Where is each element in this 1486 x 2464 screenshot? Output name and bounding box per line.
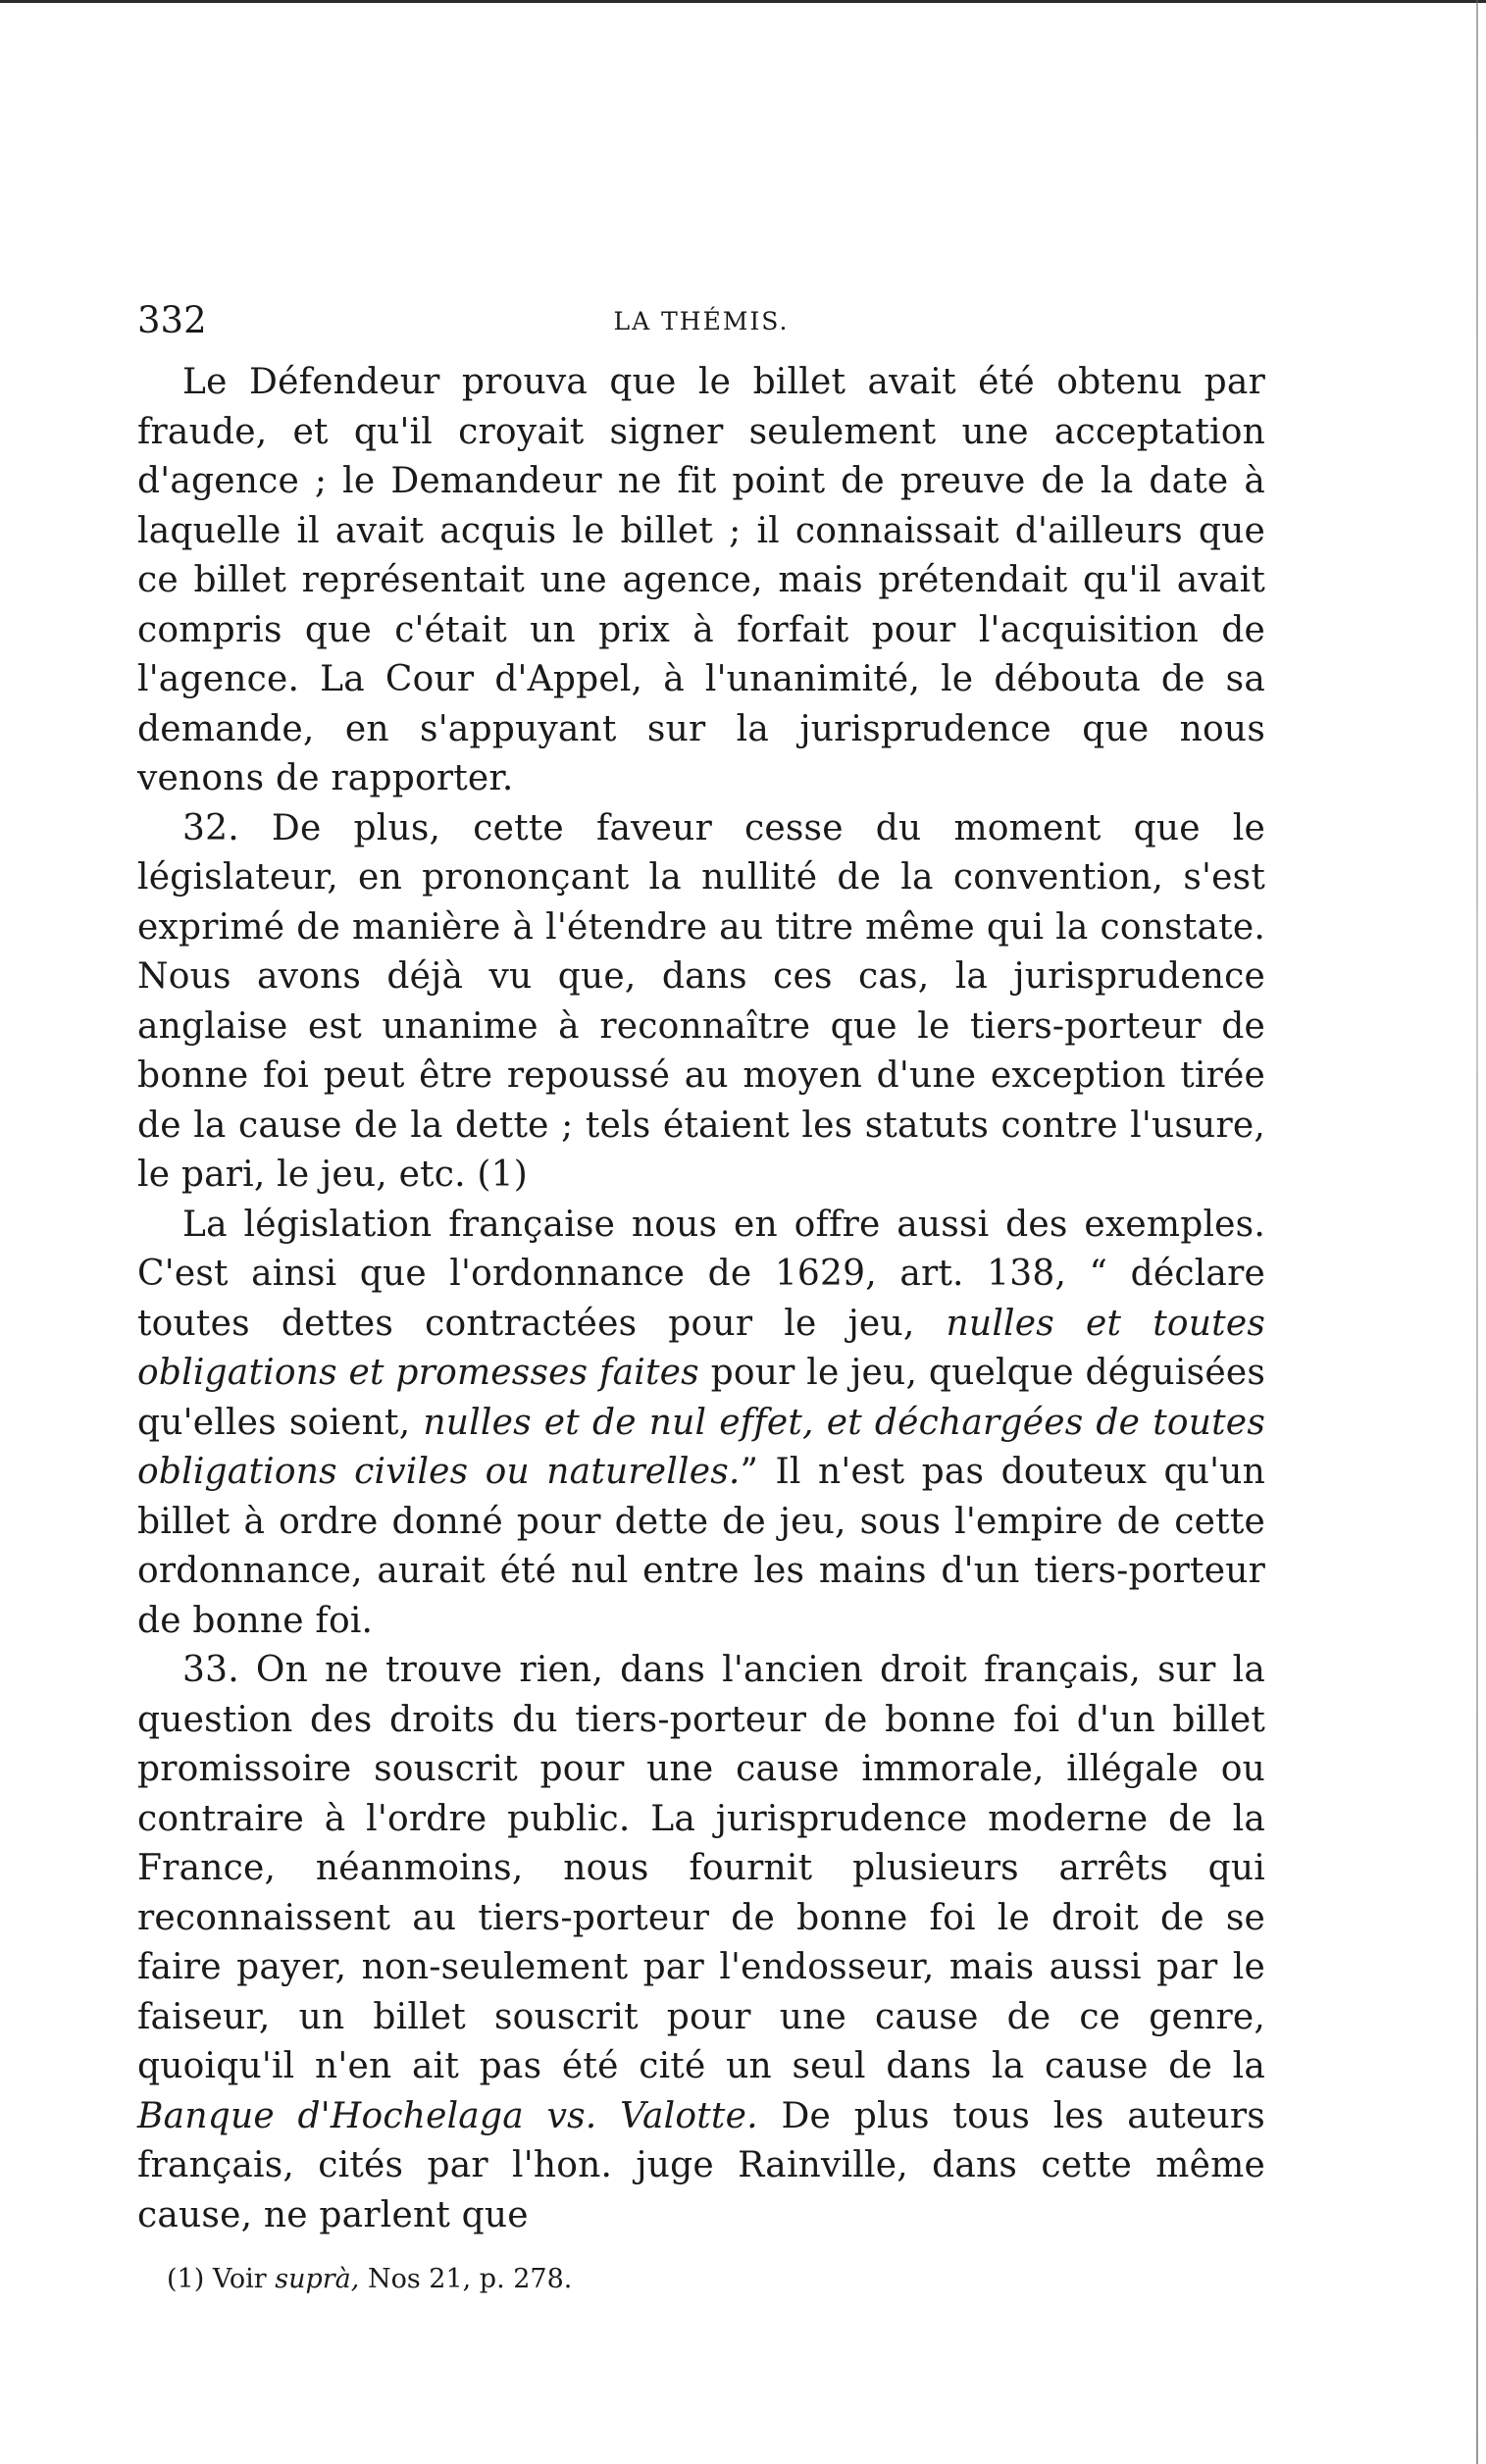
paragraph-32: 32. De plus, cette faveur cesse du moment que le législateur, en prononçant la nullité de la convention, s'est exprimé de manière à l'étendre au titre même qui la constate. Nous avons déjà vu que, dans ces cas, la jurisprudence anglaise est unanime à reconnaître que le tiers-porteur de bonne foi peut être repoussé au moyen d'une exception tirée de la cause de la dette ; tels étaient les statuts contre l'usure, le pari, le jeu, etc. (1) [137, 807, 1265, 1195]
paragraph-text: 33. On ne trouve rien, dans l'ancien droit français, sur la question des droits du tiers-porteur de bonne foi d'un billet promissoire souscrit pour une cause immorale, illégale ou contraire à l'ordre public. La jurisprudence moderne de la France, néanmoins, nous fournit plusieurs arrêts qui reconnaissent au tiers-porteur de bonne foi le droit de se faire payer, non-seulement par l'endosseur, mais aussi par le faiseur, un billet souscrit pour une cause de ce genre, quoiqu'il n'en ait pas été cité un seul dans la cause de la [137, 1650, 1265, 2086]
paragraph-text: La législation française nous en offre aussi des exemples. C'est ainsi que l'ordonnance de 1629, art. 138, “ déclare toutes dettes contractées pour le jeu, [137, 1204, 1265, 1344]
running-head [137, 299, 1265, 348]
paragraph-text: De plus tous les auteurs français, cités par l'hon. juge Rainville, dans cette même cause, ne parlent que [137, 2095, 1265, 2235]
paragraph-33 [137, 1646, 1265, 2240]
quoted-italic-text: nulles et toutes obligations et promesses faites [137, 1303, 1266, 1393]
quoted-italic-text: nulles et de nul effet, et déchargées de toutes obligations civiles ou naturelles. [137, 1402, 1265, 1492]
page-number: 332 [137, 299, 207, 341]
footnote-reference: Nos 21, p. 278. [359, 2264, 573, 2294]
paragraph-text: pour le jeu, quelque déguisées qu'elles soient, [137, 1353, 1266, 1443]
paragraph-text: ” Il n'est pas douteux qu'un billet à ordre donné pour dette de jeu, sous l'empire de cette ordonnance, aurait été nul entre les mains d'un tiers-porteur de bonne foi. [137, 1452, 1265, 1641]
running-title: LA THÉMIS. [613, 307, 790, 335]
paragraph-1: Le Défendeur prouva que le billet avait été obtenu par fraude, et qu'il croyait signer seulement une acceptation d'agence ; le Demandeur ne fit point de preuve de la date à laquelle il avait acquis le billet ; il connaissait d'ailleurs que ce billet représentait une agence, mais prétendait qu'il avait compris que c'était un prix à forfait pour l'acquisition de l'agence. La Cour d'Appel, à l'unanimité, le débouta de sa demande, en s'appuyant sur la jurisprudence que nous venons de rapporter. [137, 362, 1265, 798]
page-edge-shadow [1476, 0, 1478, 2464]
book-page [137, 299, 1265, 2297]
footnote [137, 2262, 1265, 2297]
top-border-rule [0, 0, 1486, 3]
paragraph-legislation [137, 1201, 1265, 1647]
footnote-marker: (1) Voir [167, 2264, 276, 2294]
footnote-italic: suprà, [275, 2264, 360, 2294]
case-name-italic: Banque d'Hochelaga vs. Valotte. [137, 2095, 758, 2136]
